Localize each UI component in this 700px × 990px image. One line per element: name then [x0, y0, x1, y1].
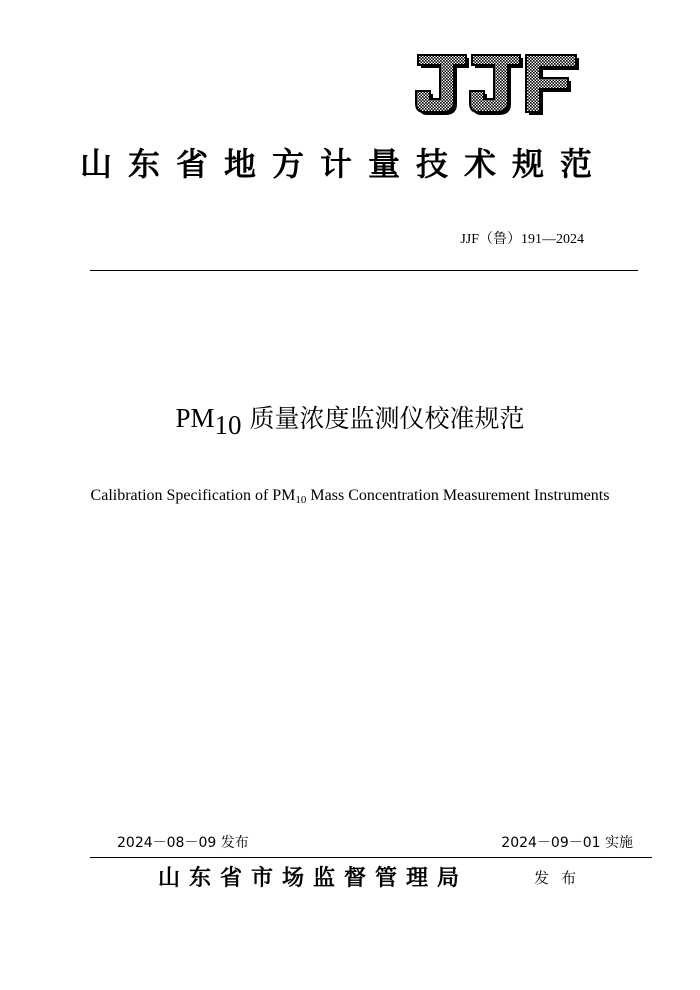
title-cn-rest: 质量浓度监测仪校准规范 [249, 404, 525, 433]
jjf-logo [410, 45, 582, 115]
publish-date: 2024－08－09 发布 [117, 835, 249, 851]
document-title-en [0, 485, 700, 508]
title-cn-subscript: 10 [214, 409, 242, 440]
header-divider [90, 270, 638, 271]
footer-divider [90, 857, 652, 858]
issuing-authority: 山东省市场监督管理局 [158, 865, 469, 891]
title-en-subscript: 10 [295, 493, 307, 506]
issue-label: 发布 [534, 869, 589, 887]
title-en-after: Mass Concentration Measurement Instruments [306, 487, 610, 504]
document-title-cn [0, 400, 700, 440]
title-cn-prefix: PM [175, 403, 215, 433]
series-title: 山东省地方计量技术规范 [80, 145, 609, 183]
effective-date: 2024－09－01 实施 [501, 835, 633, 851]
title-en-before: Calibration Specification of PM [90, 487, 296, 504]
standard-number: JJF（鲁）191—2024 [460, 232, 584, 247]
